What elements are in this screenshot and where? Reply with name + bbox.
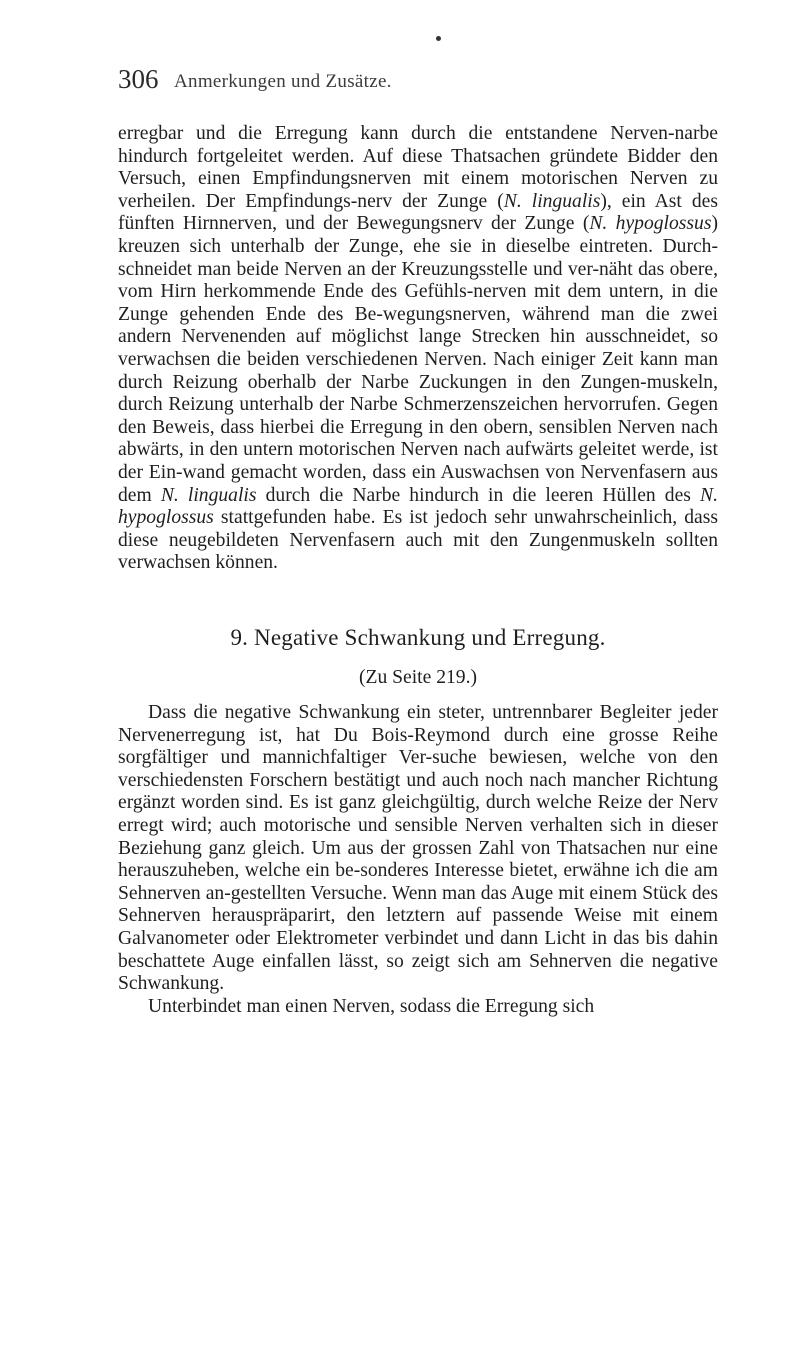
running-head: Anmerkungen und Zusätze. xyxy=(174,71,392,92)
paragraph-text: durch die Narbe hindurch in die leeren Hüllen des xyxy=(256,484,701,506)
section-title: 9. Negative Schwankung und Erregung. xyxy=(230,624,606,650)
paragraph-negative-schwankung: Dass die negative Schwankung ein steter, untrennbarer Begleiter jeder Nervenerregung ist, hat Du Bois-Reymond durch eine grosse Reihe sorgfältiger und mannichfaltiger Ver-suche bewiesen, welche von den verschiedensten Forschern bestätigt und auch noch nach mancher Richtung ergänzt worden sind. Es ist ganz gleichgültig, durch welche Reize der Nerv erregt wird; auch motorische und sensible Nerven verhalten sich in dieser Beziehung ganz gleich. Um aus der grossen Zahl von Thatsachen nur eine herauszuheben, welche ein be-sonderes Interesse bietet, erwähne ich die am Sehnerven an-gestellten Versuche. Wenn man das Auge mit einem Stück des Sehnerven herauspräparirt, den letztern auf passende Weise mit einem Galvanometer oder Elektrometer verbindet und dann Licht in das bis dahin beschattete Auge einfallen lässt, so zeigt sich am Sehnerven die negative Schwankung. xyxy=(118,702,718,995)
paragraph-unterbindung: Unterbindet man einen Nerven, sodass die Erregung sich xyxy=(148,995,595,1017)
page-header xyxy=(0,64,800,104)
latin-term: N. hypoglossus xyxy=(118,484,718,529)
latin-term: N. hypoglossus xyxy=(589,213,712,235)
page-number: 306 xyxy=(118,64,159,94)
paragraph-text: ) kreuzen sich unterhalb der Zunge, ehe sie in dieselbe eintreten. Durch-schneidet man beide Nerven an der Kreuzungsstelle und ver-näht das obere, vom Hirn herkommende Ende des Gefühls-nerven mit dem untern, in die Zunge gehenden Ende des Be-wegungsnerven, während man die zwei andern Nervenenden auf möglichst lange Strecken hin ausschneidet, so verwachsen die beiden verschiedenen Nerven. Nach einiger Zeit kann man durch Reizung oberhalb der Narbe Zuckungen in den Zungen-muskeln, durch Reizung unterhalb der Narbe Schmerzenszeichen hervorrufen. Gegen den Beweis, dass hierbei die Erregung in den obern, sensiblen Nerven nach abwärts, in den untern motorischen Nerven nach aufwärts geleitet werde, ist der Ein-wand gemacht worden, dass ein Auswachsen von Nervenfasern aus dem xyxy=(118,213,718,506)
paragraph-text: erregbar und die Erregung kann durch die entstandene Nerven-narbe hindurch fortgeleitet werden. Auf diese Thatsachen gründete Bidder den Versuch, einen Empfindungsnerven mit einem motorischen Nerven zu verheilen. Der Empfindungs-nerv der Zunge ( xyxy=(118,123,718,212)
paragraph-bidder-experiment xyxy=(118,123,718,575)
page-body xyxy=(118,123,718,1018)
section-page-reference: (Zu Seite 219.) xyxy=(358,667,478,689)
paragraph-text: ), ein Ast des fünften Hirnnerven, und der Bewegungsnerv der Zunge ( xyxy=(118,190,718,235)
latin-term: N. lingualis xyxy=(503,190,601,212)
latin-term: N. lingualis xyxy=(160,484,257,506)
paragraph-text: stattgefunden habe. Es ist jedoch sehr unwahrscheinlich, dass diese neugebildeten Nervenfasern auch mit den Zungenmuskeln sollten verwachsen können. xyxy=(118,507,718,574)
ink-dot xyxy=(436,36,441,41)
